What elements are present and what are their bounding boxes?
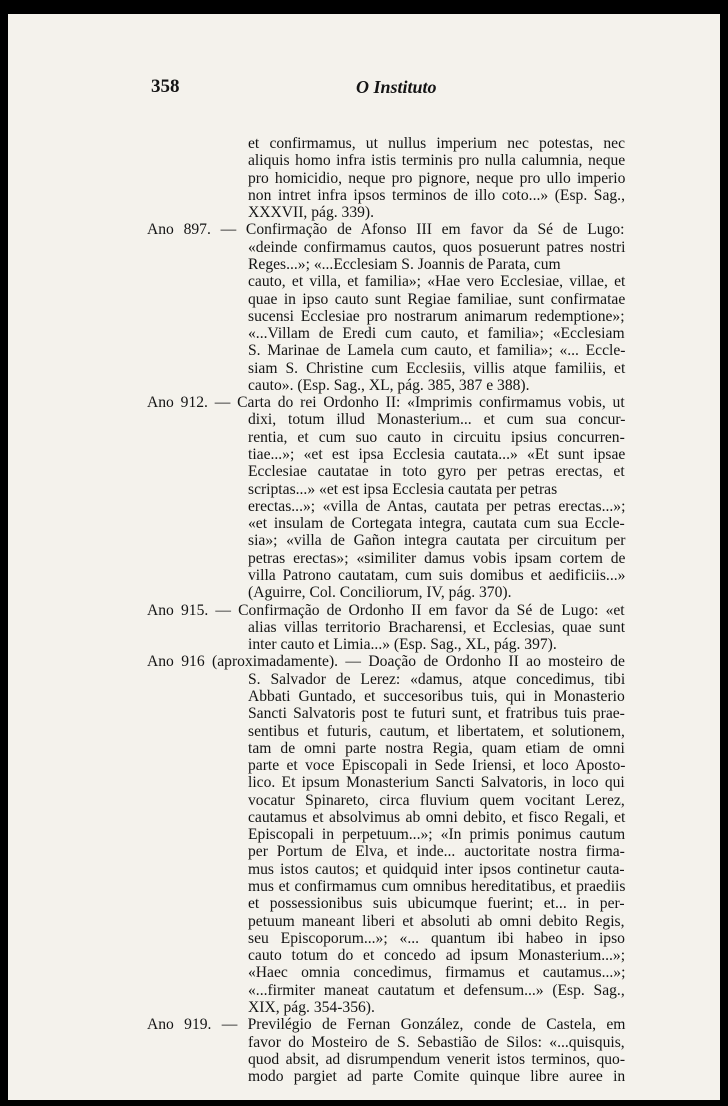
text-line: mus et confirmamus cum omnibus hereditatibus, et praediis	[248, 878, 626, 896]
text-line: seu Episcoporum...»; «... quantum ibi habeo in ipso	[248, 929, 625, 947]
text-line: Ecclesiae cautatae in toto gyro per petras erectas, et	[248, 463, 625, 481]
text-line: quod absit, ad disrumpendum venerit istos terminos, quo-	[248, 1050, 626, 1068]
text-line: Sancti Salvatoris post te futuri sunt, et fratribus tuis prae-	[248, 705, 625, 723]
text-line: Ano 915. — Confirmação de Ordonho II em favor da Sé de Lugo: «et	[147, 601, 625, 619]
text-line: mus istos cautos; et quidquid inter ipsos continetur cauta-	[248, 860, 625, 878]
text-line: «...Villam de Eredi cum cauto, et familia»; «Ecclesiam	[248, 325, 625, 343]
text-line: villa Patrono cautatam, cum suis domibus et aedificiis...»	[248, 567, 626, 584]
text-line: Ano 912. — Carta do rei Ordonho II: «Imprimis confirmamus vobis, ut	[147, 394, 625, 412]
text-line: per Portum de Elva, et inde... auctoritate nostra firma-	[248, 843, 625, 861]
text-line: petuum maneant liberi et absoluti ab omni debito Regis,	[248, 912, 625, 930]
text-line: cauto, et villa, et familia»; «Hae vero Ecclesiae, villae, et	[248, 273, 626, 291]
text-line: inter cauto et Limia...» (Esp. Sag., XL, pág. 397).	[248, 636, 557, 654]
text-line: pro homicidio, neque pro pignore, neque pro ullo imperio	[248, 169, 626, 187]
text-line: cauto totum do et concedo ad ipsum Monasterium...»;	[248, 947, 626, 965]
page-number: 358	[151, 76, 180, 97]
text-line: cauto». (Esp. Sag., XL, pág. 385, 387 e 388).	[248, 376, 530, 394]
text-line: erectas...»; «villa de Antas, cautata per petras erectas...»;	[248, 497, 626, 515]
text-line: Reges...»; «...Ecclesiam S. Joannis de Parata, cum	[248, 255, 561, 273]
text-line: favor do Mosteiro de S. Sebastião de Silos: «...quisquis,	[248, 1033, 625, 1051]
text-line: «deinde confirmamus cautos, quos posuerunt patres nostri	[248, 238, 626, 256]
text-line: S. Salvador de Lerez: «damus, atque concedimus, tibi	[248, 670, 626, 688]
text-line: tam de omni parte nostra Regia, quam etiam de omni	[248, 739, 625, 757]
text-line: Ano 916 (aproximadamente). — Doação de Ordonho II ao mosteiro de	[147, 653, 625, 671]
text-line: S. Marinae de Lamela cum cauto, et familia»; «... Eccle-	[248, 342, 626, 360]
text-line: sentibus et futuris, cautum, et libertatem, et solutionem,	[248, 722, 625, 740]
text-line: rentia, et cum suo cauto in circuitu ipsius concurren-	[248, 428, 625, 446]
text-line: cautamus et absolvimus ab omni debito, et fisco Regali, et	[248, 808, 626, 826]
text-line: dixi, totum illud Monasterium... et cum sua concur-	[248, 411, 626, 429]
text-line: parte et voce Episcopali in Sede Iriensi, et loco Aposto-	[248, 757, 626, 775]
text-line: XIX, pág. 354-356).	[248, 999, 375, 1016]
text-line: «et insulam de Cortegata integra, cautata cum sua Eccle-	[248, 515, 625, 533]
text-line: Abbati Guntado, et succesoribus tuis, qui in Monasterio	[248, 687, 625, 705]
text-line: petras erectas»; «similiter damus vobis ipsam cortem de	[248, 549, 626, 567]
text-line: Ano 897. — Confirmação de Afonso III em favor da Sé de Lugo:	[147, 221, 625, 239]
text-line: (Aguirre, Col. Conciliorum, IV, pág. 370).	[248, 584, 512, 602]
text-line: lico. Et ipsum Monasterium Sancti Salvatoris, in loco qui	[248, 774, 625, 792]
text-line: aliquis homo infra istis terminis pro nulla calumnia, neque	[248, 152, 626, 170]
text-line: Ano 919. — Previlégio de Fernan González, conde de Castela, em	[147, 1016, 626, 1034]
text-line: alias villas territorio Bracharensi, et Ecclesias, quae sunt	[248, 618, 626, 636]
text-line: tiae...»; «et est ipsa Ecclesia cautata...» «Et sunt ipsae	[248, 446, 626, 464]
text-line: «...firmiter maneat cautatum et defensum...» (Esp. Sag.,	[248, 981, 625, 999]
running-title: O Instituto	[356, 77, 437, 97]
text-line: sucensi Ecclesiae pro nostrarum animarum redemptione»;	[248, 307, 625, 325]
text-line: XXXVII, pág. 339).	[248, 204, 375, 222]
text-line: siam S. Christine cum Ecclesiis, villis atque familiis, et	[248, 359, 626, 377]
text-line: quae in ipso cauto sunt Regiae familiae, sunt confirmatae	[248, 290, 626, 308]
text-line: et confirmamus, ut nullus imperium nec potestas, nec	[248, 135, 626, 152]
text-line: sia»; «villa de Gañon integra cautata per circuitum per	[248, 532, 626, 550]
text-line: et possessionibus suis ubicumque fuerint; et... in per-	[248, 895, 625, 913]
book-page	[8, 14, 720, 1100]
text-line: scriptas...» «et est ipsa Ecclesia cautata per petras	[248, 480, 558, 498]
text-line: «Haec omnia concedimus, firmamus et cautamus...»;	[248, 964, 626, 982]
text-line: vocatur Spinareto, circa fluvium quem vocitant Lerez,	[248, 791, 625, 809]
text-line: modo pargiet ad parte Comite quinque libre auree in	[248, 1068, 626, 1086]
text-line: non intret infra ipsos terminos de illo coto...» (Esp. Sag.,	[248, 186, 625, 204]
text-line: Episcopali in perpetuum...»; «In primis ponimus cautum	[248, 826, 626, 844]
